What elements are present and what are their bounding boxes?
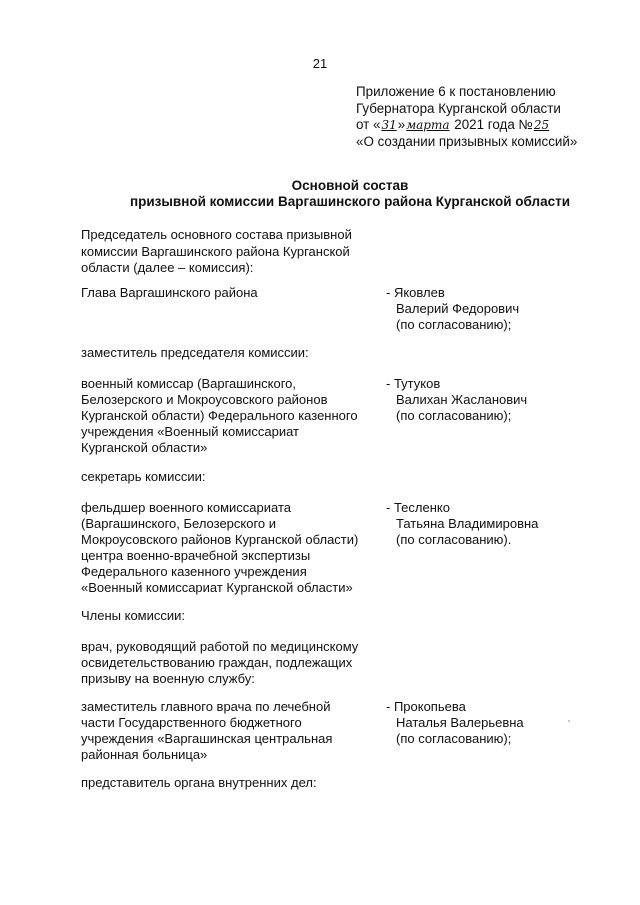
text-line: Наталья Валерьевна — [396, 715, 524, 730]
appendix-line-2: Губернатора Курганской области — [356, 100, 561, 116]
handwritten-day: 31 — [381, 118, 397, 132]
text-line: (по согласованию). — [396, 532, 512, 547]
text-line: Белозерского и Мокроусовского районов — [81, 392, 328, 407]
text-line: заместитель главного врача по лечебной — [81, 699, 331, 714]
chairman-intro — [81, 227, 381, 277]
text-line: Председатель основного состава призывной — [81, 227, 352, 242]
text-line: - Тесленко — [386, 500, 450, 515]
text-line: (по согласованию); — [396, 408, 512, 423]
secretary-name — [386, 500, 626, 548]
secretary-position — [81, 500, 381, 596]
text-line: - Тутуков — [386, 376, 441, 391]
date-year: 2021 года № — [450, 117, 533, 132]
police-heading: представитель органа внутренних дел: — [81, 775, 317, 790]
text-line: учреждения «Варгашинская центральная — [81, 731, 333, 746]
text-line: Курганской области» — [81, 440, 208, 455]
doctor-position — [81, 699, 381, 763]
deputy-position — [81, 376, 381, 456]
text-line: районная больница» — [81, 747, 208, 762]
handwritten-number: 25 — [533, 118, 550, 132]
text-line: Татьяна Владимировна — [396, 516, 539, 531]
text-line: военный комиссар (Варгашинского, — [81, 376, 297, 391]
chairman-position — [81, 285, 381, 301]
deputy-name — [386, 376, 626, 424]
appendix-date-line — [356, 117, 626, 134]
text-line: - Яковлев — [386, 285, 445, 300]
text-line: области (далее – комиссия): — [81, 260, 254, 275]
text-line: призыву на военную службу: — [81, 671, 255, 686]
secretary-heading: секретарь комиссии: — [81, 469, 206, 484]
appendix-header — [356, 84, 626, 150]
text-line: фельдшер военного комиссариата — [81, 500, 292, 515]
members-heading: Члены комиссии: — [81, 608, 186, 623]
text-line: части Государственного бюджетного — [81, 715, 302, 730]
title-line-2: призывной комиссии Варгашинского района Курганской области — [129, 194, 571, 209]
appendix-line-1: Приложение 6 к постановлению — [356, 84, 556, 99]
text-line: (по согласованию); — [396, 731, 512, 746]
title-line-1: Основной состав — [291, 178, 409, 193]
doctor-heading — [81, 639, 381, 687]
text-line: (Варгашинского, Белозерского и — [81, 516, 277, 531]
date-prefix: от « — [356, 117, 381, 132]
text-line: освидетельствованию граждан, подлежащих — [81, 655, 353, 670]
text-line: (по согласованию); — [396, 317, 512, 332]
text-line: комиссии Варгашинского района Курганской — [81, 243, 350, 259]
text-line: врач, руководящий работой по медицинскому — [81, 639, 359, 654]
text-line: Мокроусовского районов Курганской области) — [81, 532, 359, 547]
date-quote: » — [397, 117, 406, 132]
appendix-line-4: «О создании призывных комиссий» — [356, 133, 578, 149]
deputy-heading: заместитель председателя комиссии: — [81, 345, 309, 360]
text-line: Глава Варгашинского района — [81, 285, 258, 300]
text-line: Валихан Жасланович — [396, 392, 528, 407]
text-line: Курганской области) Федерального казенного — [81, 408, 358, 423]
text-line: «Военный комиссариат Курганской области» — [81, 580, 353, 595]
text-line: центра военно-врачебной экспертизы — [81, 548, 311, 563]
text-line: Федерального казенного учреждения — [81, 564, 307, 579]
text-line: - Прокопьева — [386, 699, 466, 714]
text-line: учреждения «Военный комиссариат — [81, 424, 300, 439]
handwritten-month: марта — [406, 118, 450, 132]
doctor-name — [386, 699, 626, 747]
text-line: Валерий Федорович — [396, 301, 520, 316]
scan-speck — [568, 720, 570, 722]
chairman-name — [386, 285, 626, 333]
page-number: 21 — [312, 56, 328, 71]
document-title — [60, 178, 640, 210]
